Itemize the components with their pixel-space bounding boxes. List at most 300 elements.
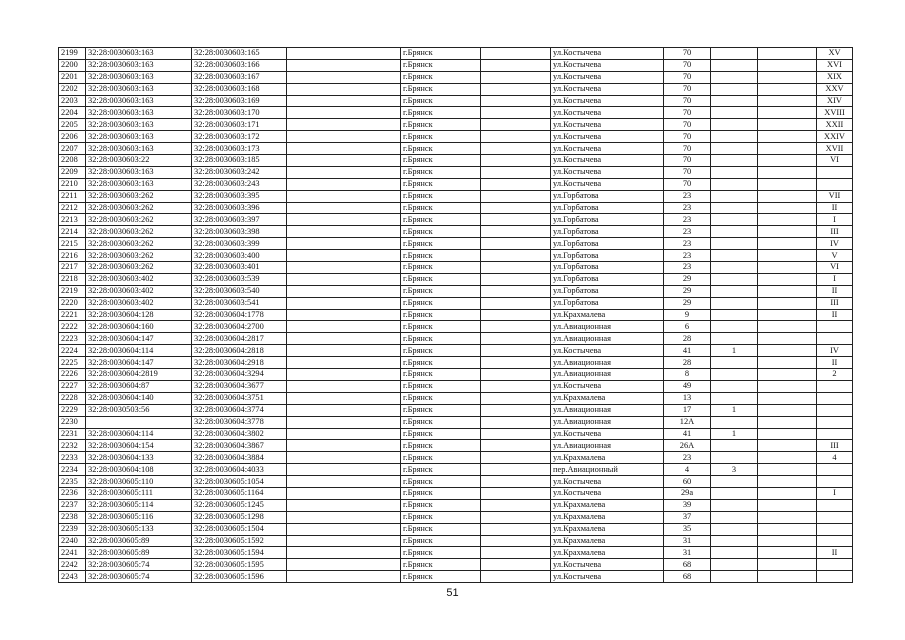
cell-house-number: 28 (664, 357, 711, 369)
cell-apartment-number: XIV (817, 95, 853, 107)
cell-house-number: 68 (664, 559, 711, 571)
cell-cadastral-number: 32:28:0030604:2700 (192, 321, 287, 333)
cell-cadastral-number: 32:28:0030603:242 (192, 166, 287, 178)
cell-blank-column-2 (481, 285, 551, 297)
cell-house-number: 70 (664, 83, 711, 95)
cell-building-number (711, 238, 758, 250)
cell-house-number: 49 (664, 380, 711, 392)
cell-house-number: 23 (664, 238, 711, 250)
cell-apartment-number: I (817, 273, 853, 285)
cell-blank-column-3 (758, 107, 817, 119)
cell-blank-column-3 (758, 202, 817, 214)
cell-row-number: 2213 (59, 214, 86, 226)
cell-building-number (711, 83, 758, 95)
table-row (59, 190, 853, 202)
cell-blank-column-2 (481, 559, 551, 571)
table-row (59, 404, 853, 416)
cell-blank-column-1 (287, 404, 401, 416)
cell-parent-cadastral-number: 32:28:0030603:163 (86, 95, 192, 107)
cell-apartment-number: IV (817, 345, 853, 357)
cell-blank-column-3 (758, 238, 817, 250)
cell-city: г.Брянск (401, 571, 481, 583)
cell-house-number: 70 (664, 178, 711, 190)
cell-blank-column-1 (287, 190, 401, 202)
cell-building-number (711, 333, 758, 345)
table-row (59, 511, 853, 523)
cell-street: ул.Авиационная (551, 369, 664, 381)
cell-blank-column-1 (287, 107, 401, 119)
cell-street: ул.Авиационная (551, 333, 664, 345)
cell-blank-column-1 (287, 71, 401, 83)
cell-parent-cadastral-number: 32:28:0030605:111 (86, 487, 192, 499)
cell-parent-cadastral-number: 32:28:0030604:114 (86, 345, 192, 357)
cell-building-number (711, 547, 758, 559)
land-registry-table (58, 47, 853, 583)
cell-parent-cadastral-number: 32:28:0030604:2819 (86, 369, 192, 381)
cell-city: г.Брянск (401, 559, 481, 571)
cell-blank-column-3 (758, 143, 817, 155)
cell-cadastral-number: 32:28:0030603:395 (192, 190, 287, 202)
cell-house-number: 70 (664, 155, 711, 167)
cell-building-number (711, 392, 758, 404)
cell-building-number (711, 476, 758, 488)
cell-apartment-number: III (817, 440, 853, 452)
cell-building-number (711, 452, 758, 464)
cell-cadastral-number: 32:28:0030605:1504 (192, 523, 287, 535)
cell-blank-column-2 (481, 452, 551, 464)
cell-row-number: 2209 (59, 166, 86, 178)
cell-apartment-number: I (817, 214, 853, 226)
table-row (59, 357, 853, 369)
cell-apartment-number: IV (817, 238, 853, 250)
cell-street: ул.Костычева (551, 380, 664, 392)
cell-city: г.Брянск (401, 428, 481, 440)
cell-blank-column-1 (287, 547, 401, 559)
cell-city: г.Брянск (401, 404, 481, 416)
table-row (59, 440, 853, 452)
cell-apartment-number: III (817, 297, 853, 309)
cell-blank-column-2 (481, 107, 551, 119)
cell-parent-cadastral-number: 32:28:0030603:163 (86, 178, 192, 190)
cell-blank-column-2 (481, 428, 551, 440)
cell-city: г.Брянск (401, 464, 481, 476)
cell-city: г.Брянск (401, 48, 481, 60)
cell-blank-column-3 (758, 535, 817, 547)
cell-street: ул.Горбатова (551, 238, 664, 250)
cell-city: г.Брянск (401, 285, 481, 297)
cell-cadastral-number: 32:28:0030603:243 (192, 178, 287, 190)
cell-street: ул.Крахмалева (551, 309, 664, 321)
cell-blank-column-2 (481, 71, 551, 83)
cell-parent-cadastral-number: 32:28:0030604:114 (86, 428, 192, 440)
page-number: 51 (446, 587, 459, 599)
table-row (59, 214, 853, 226)
cell-blank-column-1 (287, 571, 401, 583)
cell-city: г.Брянск (401, 380, 481, 392)
cell-cadastral-number: 32:28:0030603:401 (192, 262, 287, 274)
cell-blank-column-2 (481, 238, 551, 250)
cell-cadastral-number: 32:28:0030604:3867 (192, 440, 287, 452)
cell-blank-column-1 (287, 428, 401, 440)
cell-building-number (711, 285, 758, 297)
cell-blank-column-3 (758, 404, 817, 416)
cell-cadastral-number: 32:28:0030605:1592 (192, 535, 287, 547)
cell-blank-column-2 (481, 345, 551, 357)
cell-street: ул.Костычева (551, 48, 664, 60)
cell-row-number: 2228 (59, 392, 86, 404)
cell-blank-column-1 (287, 309, 401, 321)
cell-apartment-number: II (817, 285, 853, 297)
cell-blank-column-3 (758, 476, 817, 488)
cell-blank-column-1 (287, 333, 401, 345)
cell-blank-column-2 (481, 499, 551, 511)
table-row (59, 48, 853, 60)
cell-row-number: 2242 (59, 559, 86, 571)
table-row (59, 499, 853, 511)
cell-city: г.Брянск (401, 166, 481, 178)
cell-cadastral-number: 32:28:0030603:172 (192, 131, 287, 143)
cell-blank-column-1 (287, 226, 401, 238)
cell-blank-column-2 (481, 297, 551, 309)
cell-parent-cadastral-number: 32:28:0030604:160 (86, 321, 192, 333)
table-row (59, 238, 853, 250)
cell-street: пер.Авиационный (551, 464, 664, 476)
cell-row-number: 2201 (59, 71, 86, 83)
cell-blank-column-1 (287, 202, 401, 214)
table-row (59, 523, 853, 535)
cell-parent-cadastral-number (86, 416, 192, 428)
cell-apartment-number: XXII (817, 119, 853, 131)
cell-city: г.Брянск (401, 107, 481, 119)
cell-row-number: 2210 (59, 178, 86, 190)
cell-street: ул.Крахмалева (551, 511, 664, 523)
cell-cadastral-number: 32:28:0030603:165 (192, 48, 287, 60)
cell-row-number: 2222 (59, 321, 86, 333)
table-row (59, 285, 853, 297)
cell-cadastral-number: 32:28:0030603:396 (192, 202, 287, 214)
cell-blank-column-3 (758, 214, 817, 226)
cell-blank-column-1 (287, 380, 401, 392)
cell-cadastral-number: 32:28:0030605:1054 (192, 476, 287, 488)
cell-blank-column-1 (287, 464, 401, 476)
cell-parent-cadastral-number: 32:28:0030603:163 (86, 71, 192, 83)
cell-blank-column-1 (287, 273, 401, 285)
table-row (59, 143, 853, 155)
cell-building-number (711, 262, 758, 274)
cell-blank-column-2 (481, 535, 551, 547)
cell-row-number: 2235 (59, 476, 86, 488)
cell-street: ул.Костычева (551, 107, 664, 119)
cell-blank-column-3 (758, 273, 817, 285)
cell-cadastral-number: 32:28:0030603:166 (192, 59, 287, 71)
table-row (59, 178, 853, 190)
cell-building-number (711, 309, 758, 321)
cell-street: ул.Костычева (551, 119, 664, 131)
cell-street: ул.Костычева (551, 131, 664, 143)
cell-blank-column-3 (758, 131, 817, 143)
cell-blank-column-3 (758, 95, 817, 107)
table-row (59, 369, 853, 381)
cell-blank-column-1 (287, 511, 401, 523)
cell-blank-column-1 (287, 131, 401, 143)
cell-apartment-number (817, 511, 853, 523)
cell-blank-column-1 (287, 143, 401, 155)
cell-blank-column-2 (481, 178, 551, 190)
cell-apartment-number: VI (817, 155, 853, 167)
cell-building-number (711, 226, 758, 238)
cell-blank-column-2 (481, 119, 551, 131)
cell-apartment-number: VII (817, 190, 853, 202)
cell-house-number: 70 (664, 143, 711, 155)
cell-row-number: 2227 (59, 380, 86, 392)
cell-row-number: 2241 (59, 547, 86, 559)
cell-house-number: 70 (664, 119, 711, 131)
cell-blank-column-1 (287, 297, 401, 309)
cell-blank-column-3 (758, 487, 817, 499)
cell-building-number (711, 71, 758, 83)
cell-street: ул.Костычева (551, 155, 664, 167)
cell-house-number: 4 (664, 464, 711, 476)
cell-blank-column-1 (287, 440, 401, 452)
cell-blank-column-2 (481, 476, 551, 488)
cell-street: ул.Костычева (551, 559, 664, 571)
cell-cadastral-number: 32:28:0030603:167 (192, 71, 287, 83)
cell-house-number: 31 (664, 547, 711, 559)
cell-apartment-number (817, 416, 853, 428)
cell-blank-column-2 (481, 214, 551, 226)
table-row (59, 571, 853, 583)
cell-blank-column-1 (287, 345, 401, 357)
cell-cadastral-number: 32:28:0030605:1245 (192, 499, 287, 511)
cell-blank-column-2 (481, 464, 551, 476)
cell-cadastral-number: 32:28:0030604:4033 (192, 464, 287, 476)
cell-blank-column-3 (758, 511, 817, 523)
cell-building-number: 3 (711, 464, 758, 476)
cell-cadastral-number: 32:28:0030603:539 (192, 273, 287, 285)
cell-parent-cadastral-number: 32:28:0030605:110 (86, 476, 192, 488)
cell-cadastral-number: 32:28:0030605:1596 (192, 571, 287, 583)
cell-blank-column-2 (481, 131, 551, 143)
cell-parent-cadastral-number: 32:28:0030604:128 (86, 309, 192, 321)
cell-row-number: 2231 (59, 428, 86, 440)
cell-house-number: 29 (664, 273, 711, 285)
cell-blank-column-2 (481, 166, 551, 178)
cell-street: ул.Авиационная (551, 404, 664, 416)
cell-city: г.Брянск (401, 83, 481, 95)
cell-street: ул.Костычева (551, 71, 664, 83)
cell-cadastral-number: 32:28:0030604:3677 (192, 380, 287, 392)
cell-row-number: 2233 (59, 452, 86, 464)
cell-parent-cadastral-number: 32:28:0030603:163 (86, 107, 192, 119)
cell-cadastral-number: 32:28:0030603:400 (192, 250, 287, 262)
cell-street: ул.Крахмалева (551, 547, 664, 559)
cell-cadastral-number: 32:28:0030603:171 (192, 119, 287, 131)
cell-cadastral-number: 32:28:0030604:2817 (192, 333, 287, 345)
cell-house-number: 23 (664, 262, 711, 274)
cell-street: ул.Костычева (551, 83, 664, 95)
cell-apartment-number: XXV (817, 83, 853, 95)
cell-house-number: 26А (664, 440, 711, 452)
cell-row-number: 2206 (59, 131, 86, 143)
cell-blank-column-2 (481, 357, 551, 369)
cell-house-number: 31 (664, 535, 711, 547)
cell-building-number: 1 (711, 345, 758, 357)
cell-blank-column-3 (758, 333, 817, 345)
cell-apartment-number: VI (817, 262, 853, 274)
cell-street: ул.Авиационная (551, 440, 664, 452)
cell-blank-column-3 (758, 369, 817, 381)
cell-blank-column-2 (481, 143, 551, 155)
cell-apartment-number: XIX (817, 71, 853, 83)
cell-city: г.Брянск (401, 392, 481, 404)
cell-apartment-number (817, 523, 853, 535)
cell-apartment-number: 4 (817, 452, 853, 464)
cell-blank-column-2 (481, 48, 551, 60)
cell-row-number: 2236 (59, 487, 86, 499)
cell-parent-cadastral-number: 32:28:0030605:74 (86, 559, 192, 571)
cell-city: г.Брянск (401, 226, 481, 238)
cell-house-number: 8 (664, 369, 711, 381)
cell-apartment-number (817, 464, 853, 476)
cell-building-number (711, 95, 758, 107)
cell-house-number: 17 (664, 404, 711, 416)
cell-parent-cadastral-number: 32:28:0030604:147 (86, 333, 192, 345)
cell-parent-cadastral-number: 32:28:0030604:87 (86, 380, 192, 392)
cell-city: г.Брянск (401, 155, 481, 167)
table-row (59, 380, 853, 392)
cell-blank-column-2 (481, 250, 551, 262)
cell-blank-column-3 (758, 499, 817, 511)
cell-blank-column-1 (287, 499, 401, 511)
cell-cadastral-number: 32:28:0030603:398 (192, 226, 287, 238)
cell-blank-column-3 (758, 309, 817, 321)
cell-cadastral-number: 32:28:0030605:1298 (192, 511, 287, 523)
cell-building-number (711, 321, 758, 333)
cell-city: г.Брянск (401, 440, 481, 452)
cell-cadastral-number: 32:28:0030603:399 (192, 238, 287, 250)
cell-house-number: 70 (664, 71, 711, 83)
cell-house-number: 29а (664, 487, 711, 499)
cell-row-number: 2207 (59, 143, 86, 155)
cell-row-number: 2211 (59, 190, 86, 202)
cell-blank-column-2 (481, 333, 551, 345)
cell-blank-column-1 (287, 487, 401, 499)
cell-building-number (711, 357, 758, 369)
cell-blank-column-3 (758, 559, 817, 571)
cell-house-number: 41 (664, 428, 711, 440)
cell-blank-column-2 (481, 226, 551, 238)
cell-blank-column-3 (758, 571, 817, 583)
cell-city: г.Брянск (401, 71, 481, 83)
cell-blank-column-1 (287, 250, 401, 262)
cell-apartment-number: V (817, 250, 853, 262)
cell-blank-column-2 (481, 309, 551, 321)
cell-building-number (711, 416, 758, 428)
table-row (59, 250, 853, 262)
cell-city: г.Брянск (401, 357, 481, 369)
cell-blank-column-3 (758, 464, 817, 476)
table-row (59, 487, 853, 499)
cell-blank-column-2 (481, 202, 551, 214)
cell-cadastral-number: 32:28:0030605:1595 (192, 559, 287, 571)
cell-street: ул.Крахмалева (551, 523, 664, 535)
cell-city: г.Брянск (401, 487, 481, 499)
cell-parent-cadastral-number: 32:28:0030604:140 (86, 392, 192, 404)
cell-street: ул.Костычева (551, 428, 664, 440)
table-row (59, 297, 853, 309)
cell-cadastral-number: 32:28:0030604:3751 (192, 392, 287, 404)
table-row (59, 547, 853, 559)
cell-parent-cadastral-number: 32:28:0030605:114 (86, 499, 192, 511)
cell-cadastral-number: 32:28:0030604:3884 (192, 452, 287, 464)
cell-blank-column-1 (287, 416, 401, 428)
cell-street: ул.Горбатова (551, 190, 664, 202)
cell-house-number: 60 (664, 476, 711, 488)
cell-building-number (711, 202, 758, 214)
cell-apartment-number (817, 428, 853, 440)
cell-apartment-number (817, 380, 853, 392)
cell-blank-column-3 (758, 83, 817, 95)
cell-city: г.Брянск (401, 143, 481, 155)
cell-blank-column-1 (287, 559, 401, 571)
cell-building-number (711, 535, 758, 547)
cell-row-number: 2208 (59, 155, 86, 167)
cell-row-number: 2215 (59, 238, 86, 250)
cell-house-number: 41 (664, 345, 711, 357)
cell-blank-column-3 (758, 523, 817, 535)
table-row (59, 155, 853, 167)
cell-blank-column-2 (481, 262, 551, 274)
cell-parent-cadastral-number: 32:28:0030503:56 (86, 404, 192, 416)
table-row (59, 535, 853, 547)
cell-house-number: 29 (664, 297, 711, 309)
cell-blank-column-2 (481, 571, 551, 583)
cell-blank-column-3 (758, 285, 817, 297)
cell-building-number (711, 155, 758, 167)
cell-street: ул.Крахмалева (551, 392, 664, 404)
cell-building-number (711, 48, 758, 60)
cell-building-number (711, 523, 758, 535)
cell-row-number: 2223 (59, 333, 86, 345)
cell-building-number: 1 (711, 428, 758, 440)
cell-cadastral-number: 32:28:0030604:1778 (192, 309, 287, 321)
table-row (59, 333, 853, 345)
cell-blank-column-3 (758, 190, 817, 202)
cell-cadastral-number: 32:28:0030604:3778 (192, 416, 287, 428)
cell-blank-column-2 (481, 487, 551, 499)
cell-street: ул.Горбатова (551, 202, 664, 214)
cell-blank-column-2 (481, 392, 551, 404)
cell-blank-column-3 (758, 416, 817, 428)
cell-blank-column-3 (758, 226, 817, 238)
cell-house-number: 70 (664, 107, 711, 119)
cell-parent-cadastral-number: 32:28:0030603:262 (86, 190, 192, 202)
cell-house-number: 70 (664, 59, 711, 71)
cell-house-number: 70 (664, 48, 711, 60)
cell-parent-cadastral-number: 32:28:0030604:154 (86, 440, 192, 452)
cell-blank-column-1 (287, 95, 401, 107)
cell-blank-column-1 (287, 523, 401, 535)
cell-row-number: 2212 (59, 202, 86, 214)
cell-street: ул.Костычева (551, 571, 664, 583)
cell-parent-cadastral-number: 32:28:0030605:74 (86, 571, 192, 583)
cell-house-number: 28 (664, 333, 711, 345)
cell-building-number (711, 297, 758, 309)
cell-city: г.Брянск (401, 321, 481, 333)
cell-city: г.Брянск (401, 214, 481, 226)
cell-cadastral-number: 32:28:0030603:185 (192, 155, 287, 167)
cell-street: ул.Костычева (551, 487, 664, 499)
